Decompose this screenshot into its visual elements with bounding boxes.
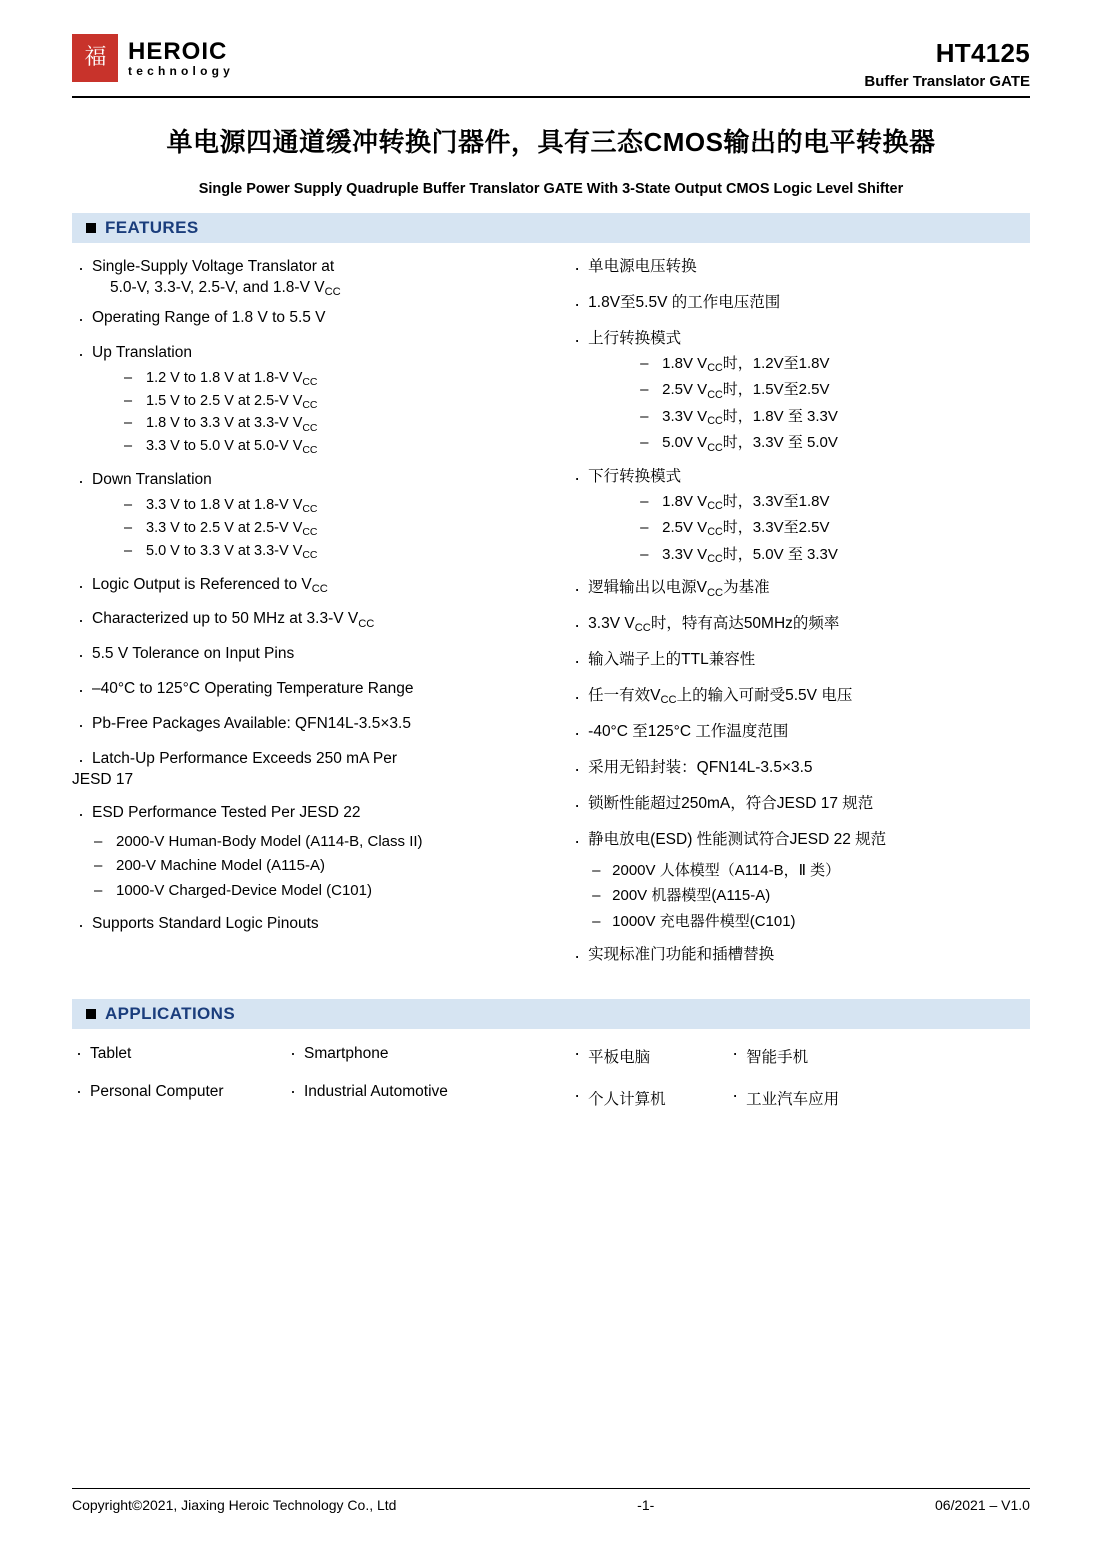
feature-text: Pb-Free Packages Available: QFN14L-3.5×3.5 [92, 715, 411, 733]
brand-name: HEROIC [128, 37, 228, 65]
feature-item [72, 343, 560, 364]
list-item: – 2.5V $V_{CC}$时，1.5V至2.5V [570, 380, 1030, 400]
feature-item: · 输入端子上的TTL兼容性 [570, 650, 1030, 671]
feature-item [72, 470, 560, 491]
page-number: -1- [637, 1497, 655, 1513]
feature-item: · 采用无铅封装：QFN14L-3.5×3.5 [570, 758, 1030, 779]
header-part-info [864, 30, 1030, 90]
square-bullet-icon [86, 1009, 96, 1019]
application-item: · 工业汽车应用 [728, 1087, 839, 1109]
feature-text: 5.5 V Tolerance on Input Pins [92, 645, 295, 663]
application-item: · 个人计算机 [570, 1087, 728, 1109]
feature-item: · -40°C 至125°C 工作温度范围 [570, 722, 1030, 743]
feature-text: Single-Supply Voltage Translator at [92, 258, 335, 275]
feature-text: Characterized up to 50 MHz at 3.3-V V [92, 610, 359, 628]
features-column-en [72, 257, 570, 981]
application-row [570, 1087, 1030, 1109]
application-item: · Tablet [72, 1045, 286, 1063]
feature-text: ESD Performance Tested Per JESD 22 [92, 803, 361, 821]
up-translation-list [72, 369, 560, 456]
feature-text: –40°C to 125°C Operating Temperature Range [92, 680, 414, 698]
list-item: – 3.3 V to 5.0 V at 5.0-V $V_{CC}$ [72, 437, 560, 456]
section-label: APPLICATIONS [105, 1003, 236, 1023]
list-item: – 1000V 充电器件模型(C101) [570, 912, 1030, 932]
list-item: – 1.8V $V_{CC}$时，3.3V至1.8V [570, 492, 1030, 512]
applications-column-en [72, 1045, 570, 1129]
down-translation-list-cn [570, 492, 1030, 565]
feature-text-line2: 5.0-V, 3.3-V, 2.5-V, and 1.8-V $V_{CC}$ [110, 278, 341, 299]
application-row [570, 1045, 1030, 1067]
part-description: Buffer Translator GATE [864, 73, 1030, 90]
feature-item: · Characterized up to 50 MHz at 3.3-V $V_{CC}$ [72, 609, 560, 630]
list-item: – 1.8 V to 3.3 V at 3.3-V $V_{CC}$ [72, 414, 560, 433]
document-version: 06/2021 – V1.0 [935, 1497, 1030, 1513]
list-item: – 1000-V Charged-Device Model (C101) [72, 881, 560, 901]
seal-icon: 福 [72, 34, 118, 82]
page-title-en: Single Power Supply Quadruple Buffer Translator GATE With 3-State Output CMOS Logic Level Shifter [198, 181, 904, 197]
features-columns [72, 257, 1030, 981]
feature-item [72, 714, 560, 735]
application-row [72, 1083, 560, 1101]
feature-text: Logic Output is Referenced to V [92, 575, 312, 593]
list-item: – 2000-V Human-Body Model (A114-B, Class II) [72, 832, 560, 852]
list-item: – 200-V Machine Model (A115-A) [72, 856, 560, 876]
list-item: – 3.3 V to 1.8 V at 1.8-V $V_{CC}$ [72, 496, 560, 515]
applications-column-cn [570, 1045, 1030, 1129]
feature-item [72, 257, 560, 299]
up-translation-list-cn [570, 354, 1030, 453]
feature-item: · Logic Output is Referenced to $V_{CC}$ [72, 575, 560, 596]
feature-item: · 锁断性能超过250mA，符合JESD 17 规范 [570, 794, 1030, 815]
feature-text-cont: JESD 17 [72, 771, 134, 789]
application-item: · Industrial Automotive [286, 1083, 448, 1101]
list-item: – 1.8V $V_{CC}$时，1.2V至1.8V [570, 354, 1030, 374]
list-item: – 3.3V $V_{CC}$时，1.8V 至 3.3V [570, 407, 1030, 427]
feature-item [72, 308, 560, 329]
list-item: – 3.3V $V_{CC}$时，5.0V 至 3.3V [570, 545, 1030, 565]
list-item: – 5.0 V to 3.3 V at 3.3-V $V_{CC}$ [72, 542, 560, 561]
application-item: · Smartphone [286, 1045, 388, 1063]
brand-tagline: technology [128, 63, 235, 78]
company-logo [72, 30, 234, 82]
applications-columns [72, 1045, 1030, 1129]
application-item: · 智能手机 [728, 1045, 808, 1067]
list-item: – 1.5 V to 2.5 V at 2.5-V $V_{CC}$ [72, 392, 560, 411]
esd-list-cn [570, 861, 1030, 932]
section-header-applications [72, 999, 1030, 1029]
copyright-text: Copyright©2021, Jiaxing Heroic Technology Co., Ltd [72, 1497, 397, 1513]
features-column-cn [570, 257, 1030, 981]
square-bullet-icon [86, 223, 96, 233]
section-label: FEATURES [105, 218, 199, 237]
subscript: CC [324, 286, 341, 299]
esd-list [72, 832, 560, 901]
list-item: – 2.5V $V_{CC}$时，3.3V至2.5V [570, 518, 1030, 538]
feature-item: · 任一有效$V_{CC}$上的输入可耐受5.5V 电压 [570, 686, 1030, 707]
list-item: – 5.0V $V_{CC}$时，3.3V 至 5.0V [570, 433, 1030, 453]
feature-item [72, 679, 560, 700]
down-translation-list [72, 496, 560, 561]
feature-item: · 上行转换模式 [570, 329, 1030, 350]
feature-item [72, 803, 560, 824]
page-footer [72, 1488, 1030, 1513]
feature-text: Up Translation [92, 343, 192, 361]
part-number: HT4125 [935, 38, 1030, 68]
feature-item: · 逻辑输出以电源$V_{CC}$为基准 [570, 578, 1030, 599]
list-item: – 3.3 V to 2.5 V at 2.5-V $V_{CC}$ [72, 519, 560, 538]
application-item: · 平板电脑 [570, 1045, 728, 1067]
list-item: – 2000V 人体模型（A114-B，Ⅱ 类） [570, 861, 1030, 881]
feature-item [72, 749, 560, 791]
feature-item: · 单电源电压转换 [570, 257, 1030, 278]
page-header [72, 30, 1030, 98]
feature-item: · 1.8V至5.5V 的工作电压范围 [570, 293, 1030, 314]
feature-text: Down Translation [92, 471, 212, 489]
brand-text [128, 39, 234, 78]
feature-item [72, 644, 560, 665]
application-item: · Personal Computer [72, 1083, 286, 1101]
feature-text: Operating Range of 1.8 V to 5.5 V [92, 308, 326, 326]
feature-text: Supports Standard Logic Pinouts [92, 915, 319, 933]
list-item: – 200V 机器模型(A115-A) [570, 886, 1030, 906]
feature-item: · 实现标准门功能和插槽替换 [570, 945, 1030, 966]
list-item: – 1.2 V to 1.8 V at 1.8-V $V_{CC}$ [72, 369, 560, 388]
application-row [72, 1045, 560, 1063]
page-title-cn: 单电源四通道缓冲转换门器件，具有三态CMOS输出的电平转换器 [166, 127, 936, 157]
feature-item: · 下行转换模式 [570, 467, 1030, 488]
feature-text: Latch-Up Performance Exceeds 250 mA Per [92, 750, 397, 768]
feature-item: · 3.3V $V_{CC}$时，特有高达50MHz的频率 [570, 614, 1030, 635]
section-header-features [72, 213, 1030, 243]
feature-item [72, 914, 560, 935]
feature-item: · 静电放电(ESD) 性能测试符合JESD 22 规范 [570, 830, 1030, 851]
